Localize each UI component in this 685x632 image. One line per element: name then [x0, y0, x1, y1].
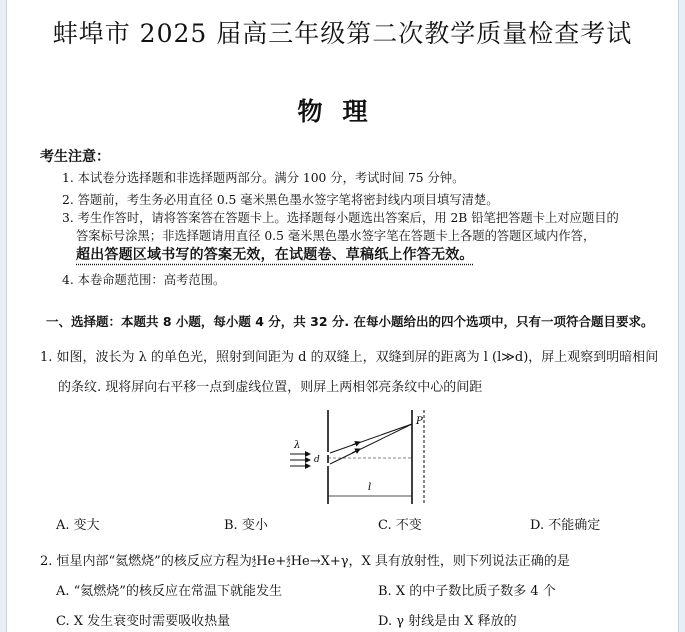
q2-text-mid: He+: [256, 554, 287, 569]
ray-arrow-lower: [352, 449, 360, 453]
q1-option-a: A. 变大: [56, 518, 100, 533]
page-frame-right: [678, 0, 685, 632]
q1-option-d: D. 不能确定: [530, 518, 601, 533]
exam-title: 蚌埠市 2025 届高三年级第二次教学质量检查考试: [52, 19, 633, 48]
notice-line-2: 2. 答题前，考生务必用直径 0.5 毫米黑色墨水签字笔将密封线内项目填写清楚。: [62, 193, 499, 207]
ray-arrow-upper: [352, 442, 360, 445]
q2-text-pre: 2. 恒星内部“氦燃烧”的核反应方程为: [40, 554, 252, 569]
notice-line-3: 3. 考生作答时，请将答案答在答题卡上。选择题每小题选出答案后，用 2B 铅笔把答题卡上对应题目的: [62, 211, 619, 225]
q2-stem: [40, 550, 570, 569]
q2-option-d: D. γ 射线是由 X 释放的: [378, 614, 517, 629]
q1-option-c: C. 不变: [378, 518, 422, 533]
document-page: [8, 0, 677, 632]
atomic-number-2: 2: [286, 560, 291, 569]
label-l: l: [368, 482, 372, 493]
q1-text-line1: 1. 如图，波长为 λ 的单色光，照射到间距为 d 的双缝上，双缝到屏的距离为 l (l≫d)，屏上观察到明暗相间: [40, 350, 659, 365]
atomic-number-1: 2: [251, 560, 257, 569]
q2-option-b: B. X 的中子数比质子数多 4 个: [378, 584, 556, 599]
ray-upper: [330, 424, 412, 453]
section-heading: 一、选择题：本题共 8 小题，每小题 4 分，共 32 分. 在每小题给出的四个选项中，只有一项符合题目要求。: [46, 314, 654, 329]
notice-emphasis: 超出答题区域书写的答案无效，在试题卷、草稿纸上作答无效。: [76, 247, 474, 263]
q2-text-post: He→X+γ，X 具有放射性，则下列说法正确的是: [290, 554, 570, 569]
label-p: P: [416, 416, 423, 427]
q1-text-line2: 的条纹. 现将屏向右平移一点到虚线位置，则屏上两相邻亮条纹中心的间距: [58, 380, 483, 395]
mass-number-2: 4: [286, 554, 291, 563]
subject-title: 物理: [297, 97, 388, 126]
q2-option-c: C. X 发生衰变时需要吸收热量: [56, 614, 231, 629]
q2-option-a: A. “氦燃烧”的核反应在常温下就能发生: [56, 584, 282, 599]
label-lambda: λ: [294, 440, 301, 451]
notice-line-4: 4. 本卷命题范围：高考范围。: [62, 273, 226, 287]
label-d: d: [314, 455, 320, 465]
notice-line-3-cont: 答案标号涂黑；非选择题请用直径 0.5 毫米黑色墨水签字笔在答题卡上各题的答题区域内作答，: [76, 229, 596, 243]
notice-heading: 考生注意：: [40, 149, 110, 165]
mass-number-1: 4: [251, 554, 257, 563]
double-slit-diagram: [284, 408, 444, 506]
notice-line-1: 1. 本试卷分选择题和非选择题两部分。满分 100 分，考试时间 75 分钟。: [62, 171, 465, 185]
q1-option-b: B. 变小: [224, 518, 268, 533]
page-frame-left: [0, 0, 7, 632]
